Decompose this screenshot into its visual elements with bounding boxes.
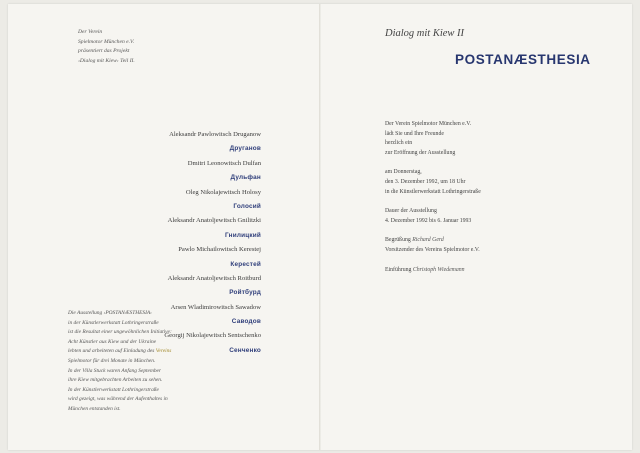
artist-name-latin: Aleksandr Anatoljewitsch Gnilitzki: [167, 217, 261, 225]
introduction-name: Christoph Wiedemann: [412, 266, 465, 273]
invitation-text: [385, 120, 481, 275]
essay-text: Die Ausstellung ›: [68, 310, 106, 316]
essay-highlight: Vereins: [155, 348, 172, 355]
essay-line: In der Villa Stuck waren Anfang September: [68, 367, 162, 374]
essay-line: ist die Resultat einer ungewöhnlichen Initiative:: [68, 329, 172, 336]
essay-text: lebten und arbeiteten auf Einladung des: [68, 348, 156, 355]
intro-text: [78, 28, 135, 66]
exhibition-description: [68, 309, 172, 415]
invite-line: herzlich ein: [385, 140, 413, 147]
spacer: [385, 158, 481, 168]
dialog-title: Dialog mit Kiew II: [385, 28, 465, 39]
essay-line: Spielmotor für drei Monate in München.: [68, 357, 156, 364]
introduction-label: Einführung: [385, 266, 413, 273]
invite-line: Der Verein Spielmotor München e.V.: [385, 121, 472, 127]
invite-line: 4. Dezember 1992 bis 6. Januar 1993: [385, 217, 472, 224]
spacer: [385, 256, 481, 266]
invite-line: am Donnerstag,: [385, 169, 422, 176]
artist-name-cyrillic: Ройтбурд: [229, 289, 261, 297]
artist-name-cyrillic: Керестей: [230, 260, 261, 268]
invite-line: lädt Sie und Ihre Freunde: [385, 130, 444, 137]
artist-name-cyrillic: Сенченко: [229, 346, 261, 354]
artist-name-latin: Dmitri Leonowitsch Dulfan: [187, 159, 261, 167]
intro-line: Spielmotor München e.V.: [78, 38, 135, 45]
artist-name-cyrillic: Голосий: [233, 202, 261, 210]
artist-name-latin: Arsen Wladimirowitsch Sawadow: [170, 303, 261, 311]
intro-line: ›Dialog mit Kiew‹ Teil II.: [78, 57, 135, 64]
artist-name-cyrillic: Гнилицкий: [224, 231, 261, 239]
spacer: [385, 197, 481, 207]
artist-name-latin: Georgij Nikolajewitsch Sentschenko: [164, 332, 261, 340]
essay-line: ihre Kiew mitgebrachten Arbeiten zu sehen.: [68, 377, 163, 384]
greeting-label: Begrüßung: [385, 237, 413, 244]
exhibition-title: POSTANÆSTHESIA: [455, 52, 591, 67]
essay-line: In der Künstlerwerkstatt Lothringerstraße: [68, 386, 159, 393]
invite-line: in die Künstlerwerkstatt Lothringerstraße: [385, 188, 481, 195]
invite-line: Dauer der Ausstellung: [385, 208, 437, 215]
intro-line: Der Verein: [78, 29, 103, 35]
left-page: [8, 4, 319, 450]
artist-name-latin: Oleg Nikolajewitsch Holosy: [185, 188, 261, 196]
greeting-line: [385, 236, 481, 246]
essay-line: [68, 347, 172, 357]
artist-name-latin: Pawlo Michailowitsch Kerestej: [178, 246, 261, 254]
essay-line: München entstanden ist.: [68, 405, 121, 412]
artist-name-cyrillic: Саводов: [231, 318, 261, 326]
greeting-name: Richard Gerd: [412, 237, 444, 244]
greeting-role: Vorsitzender des Vereins Spielmotor e.V.: [385, 246, 480, 253]
essay-line: [68, 309, 172, 319]
artist-name-latin: Aleksandr Anatoljewitsch Roitburd: [167, 274, 261, 282]
artist-name-cyrillic: Дульфан: [230, 174, 261, 182]
introduction-line: [385, 266, 481, 276]
invite-line: zur Eröffnung der Ausstellung: [385, 149, 456, 156]
invitation-sheet: [8, 4, 632, 450]
artist-list: [164, 128, 261, 358]
intro-line: präsentiert das Projekt: [78, 48, 130, 55]
artist-name-cyrillic: Друганов: [229, 145, 261, 153]
essay-line: Acht Künstler aus Kiew und der Ukraine: [68, 338, 157, 345]
invite-line: den 3. Dezember 1992, um 18 Uhr: [385, 178, 466, 185]
right-page: [321, 4, 632, 450]
essay-title: POSTANÆSTHESIA: [105, 310, 151, 316]
essay-line: in der Künstlerwerkstatt Lothringerstraße: [68, 319, 159, 326]
essay-line: wird gezeigt, was während der Aufenthaltes in: [68, 396, 168, 403]
essay-text: ‹: [150, 310, 152, 316]
artist-name-latin: Aleksandr Pawlowitsch Druganow: [169, 131, 261, 138]
spacer: [385, 226, 481, 236]
